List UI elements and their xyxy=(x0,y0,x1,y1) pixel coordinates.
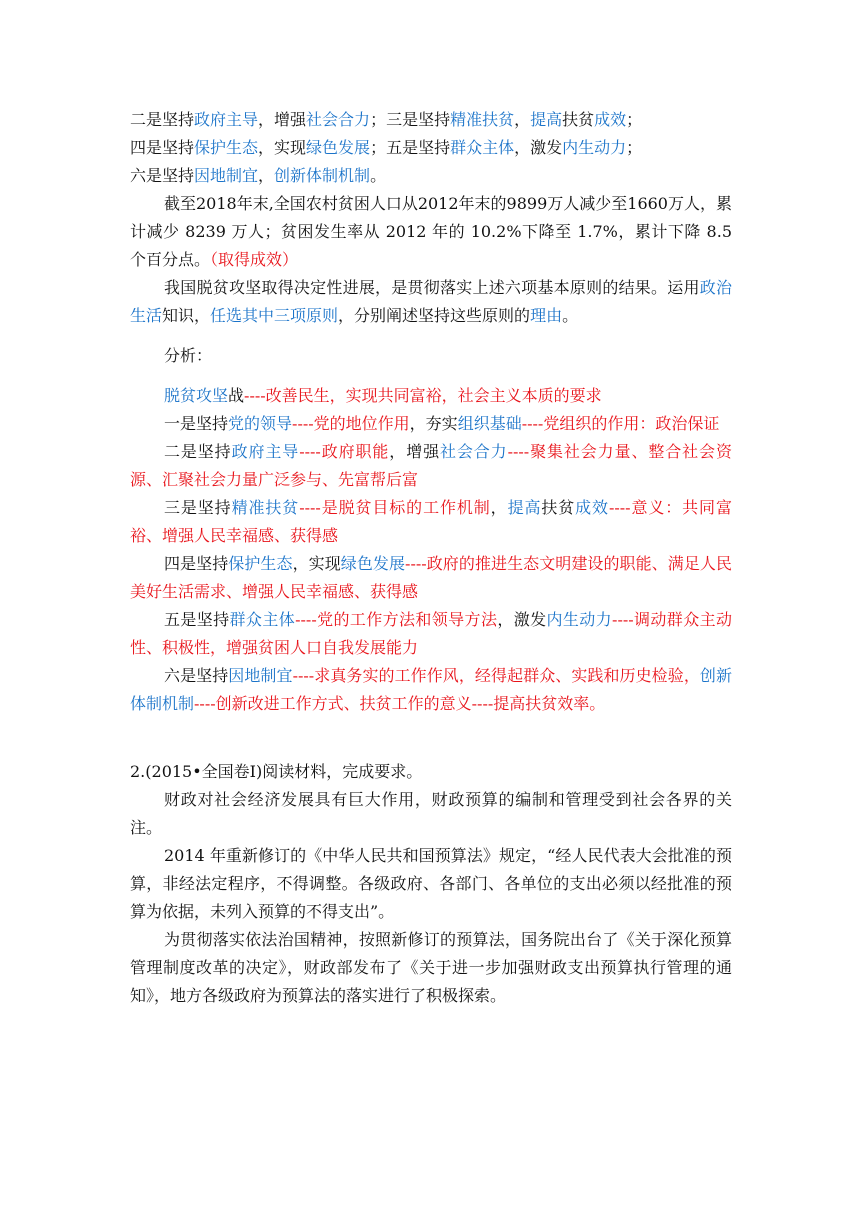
highlight-keyword: 组织基础 xyxy=(457,414,522,433)
text-run: ，实现 xyxy=(292,554,341,573)
analysis-line xyxy=(130,410,732,438)
text-run: 截至2018年末,全国农村贫困人口从2012年末的9899万人减少至1660万人，累计减少 8239 万人；贫困发生率从 2012 年的 10.2%下降至 1.7%，累计下降 8.5 个百分点。 xyxy=(130,194,732,269)
highlight-explanation: ----党组织的作用：政治保证 xyxy=(521,414,720,433)
text-run: 四是坚持 xyxy=(130,138,195,157)
highlight-keyword: 政府主导 xyxy=(194,110,259,129)
highlight-explanation: ----调动群众主动性、积极性，增强贫困人口自我发展能力 xyxy=(130,610,732,657)
highlight-keyword: 保护生态 xyxy=(194,138,259,157)
text-run: 二是坚持 xyxy=(164,442,232,461)
question-2-paragraph: 2014 年重新修订的《中华人民共和国预算法》规定，“经人民代表大会批准的预算，非经法定程序，不得调整。各级政府、各部门、各单位的支出必须以经批准的预算为依据，未列入预算的不得支出”。 xyxy=(130,846,732,921)
highlight-explanation: ----党的地位作用 xyxy=(292,414,410,433)
analysis-line xyxy=(130,606,732,662)
highlight-explanation: ----改善民生，实现共同富裕，社会主义本质的要求 xyxy=(244,386,602,405)
text-run: 扶贫 xyxy=(541,498,576,517)
highlight-keyword: 精准扶贫 xyxy=(450,110,515,129)
statistics-paragraph xyxy=(130,190,732,274)
highlight-keyword: 理由 xyxy=(530,306,563,325)
text-run: ，激发 xyxy=(514,138,563,157)
highlight-explanation: ----党的工作方法和领导方法 xyxy=(295,610,498,629)
text-run: ， xyxy=(258,166,275,185)
analysis-line xyxy=(130,382,732,410)
highlight-keyword: 群众主体 xyxy=(229,610,296,629)
highlight-keyword: 社会合力 xyxy=(439,442,508,461)
highlight-explanation: ----是脱贫目标的工作机制 xyxy=(299,498,491,517)
highlight-explanation: ----政府的推进生态文明建设的职能、满足人民美好生活需求、增强人民幸福感、获得感 xyxy=(130,554,732,601)
highlight-keyword: 提高 xyxy=(530,110,563,129)
text-run: ，夯实 xyxy=(409,414,458,433)
question-2-paragraph: 财政对社会经济发展具有巨大作用，财政预算的编制和管理受到社会各界的关注。 xyxy=(130,790,732,837)
text-run: 知识， xyxy=(162,306,211,325)
text-run: 六是坚持 xyxy=(130,166,195,185)
question-2-paragraph: 为贯彻落实依法治国精神，按照新修订的预算法，国务院出台了《关于深化预算管理制度改革的决定》，财政部发布了《关于进一步加强财政支出预算执行管理的通知》，地方各级政府为预算法的落实进行了积极探索。 xyxy=(130,930,732,1005)
text-run: ； xyxy=(626,110,643,129)
principles-line-3 xyxy=(130,162,732,190)
text-run: 五是坚持 xyxy=(164,610,230,629)
highlight-explanation: ----创新改进工作方式、扶贫工作的意义----提高扶贫效率。 xyxy=(194,694,606,713)
text-run: ，实现 xyxy=(258,138,307,157)
text-run: 。 xyxy=(370,166,387,185)
highlight-explanation: ----求真务实的工作作风，经得起群众、实践和历史检验， xyxy=(292,666,700,685)
text-run: ；三是坚持 xyxy=(370,110,451,129)
text-run: ；五是坚持 xyxy=(370,138,451,157)
analysis-line xyxy=(130,494,732,550)
principles-line-2 xyxy=(130,134,732,162)
highlight-keyword: 成效 xyxy=(594,110,627,129)
text-run: 战 xyxy=(228,386,245,405)
highlight-keyword: 内生动力 xyxy=(562,138,627,157)
text-run: 二是坚持 xyxy=(130,110,195,129)
analysis-line xyxy=(130,438,732,494)
highlight-keyword: 政府主导 xyxy=(231,442,300,461)
text-run: ， xyxy=(490,498,508,517)
highlight-keyword: 绿色发展 xyxy=(306,138,371,157)
highlight-explanation: ----政府职能 xyxy=(299,442,390,461)
highlight-explanation: （取得成效） xyxy=(210,250,299,269)
highlight-keyword: 政治生活 xyxy=(130,278,732,325)
analysis-line xyxy=(130,662,732,718)
highlight-keyword: 党的领导 xyxy=(228,414,293,433)
text-run: 六是坚持 xyxy=(164,666,229,685)
document-page xyxy=(130,106,732,1010)
highlight-explanation: ----意义：共同富裕、增强人民幸福感、获得感 xyxy=(130,498,732,545)
text-run: 一是坚持 xyxy=(164,414,229,433)
highlight-keyword: 成效 xyxy=(575,498,609,517)
analysis-heading: 分析： xyxy=(164,346,213,365)
highlight-keyword: 脱贫攻坚 xyxy=(164,386,229,405)
text-run: ，分别阐述坚持这些原则的 xyxy=(338,306,531,325)
text-run: 我国脱贫攻坚取得决定性进展，是贯彻落实上述六项基本原则的结果。运用 xyxy=(164,278,700,297)
highlight-keyword: 创新体制机制 xyxy=(130,666,732,713)
text-run: 三是坚持 xyxy=(164,498,232,517)
text-run: 四是坚持 xyxy=(164,554,229,573)
highlight-keyword: 创新体制机制 xyxy=(274,166,371,185)
highlight-keyword: 任选其中三项原则 xyxy=(210,306,339,325)
highlight-keyword: 因地制宜 xyxy=(194,166,259,185)
text-run: ； xyxy=(626,138,643,157)
principles-line-1 xyxy=(130,106,732,134)
question-2-title: 2.(2015•全国卷Ⅰ)阅读材料，完成要求。 xyxy=(130,762,423,781)
text-run: ，增强 xyxy=(389,442,440,461)
highlight-keyword: 提高 xyxy=(507,498,542,517)
highlight-keyword: 保护生态 xyxy=(228,554,293,573)
highlight-keyword: 群众主体 xyxy=(450,138,515,157)
text-run: ，增强 xyxy=(258,110,307,129)
highlight-keyword: 内生动力 xyxy=(546,610,613,629)
analysis-line xyxy=(130,550,732,606)
text-run: ，激发 xyxy=(497,610,547,629)
highlight-keyword: 绿色发展 xyxy=(340,554,406,573)
text-run: 。 xyxy=(562,306,579,325)
highlight-keyword: 社会合力 xyxy=(306,110,371,129)
highlight-keyword: 精准扶贫 xyxy=(231,498,300,517)
text-run: 扶贫 xyxy=(562,110,595,129)
highlight-keyword: 因地制宜 xyxy=(228,666,293,685)
highlight-explanation: ----聚集社会力量、整合社会资源、汇聚社会力量广泛参与、先富帮后富 xyxy=(130,442,732,489)
question-paragraph xyxy=(130,274,732,330)
text-run: ， xyxy=(514,110,531,129)
